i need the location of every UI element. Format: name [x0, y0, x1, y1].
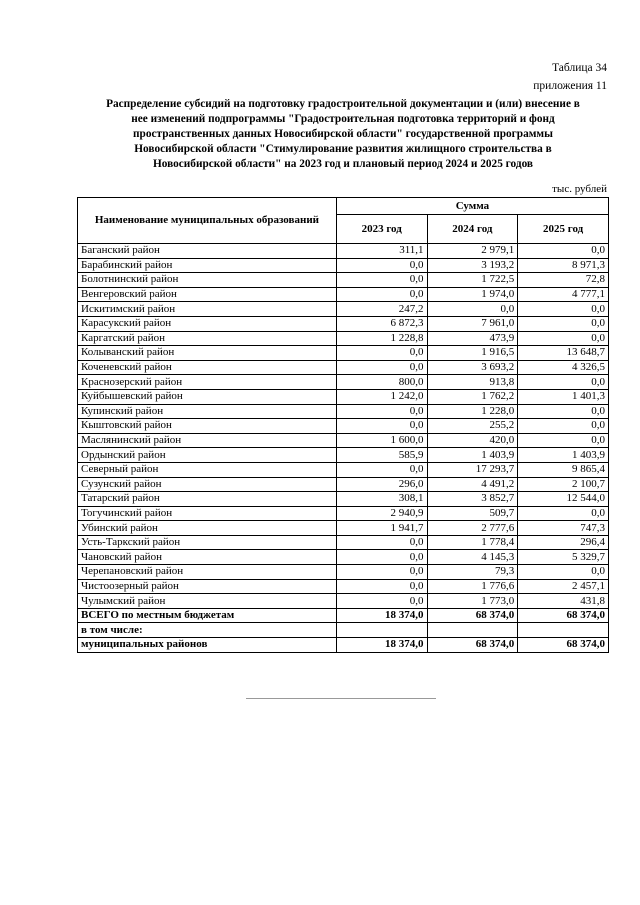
year-header-2024: 2024 год	[427, 215, 518, 244]
name-column-header: Наименование муниципальных образований	[78, 198, 337, 244]
table-cell-y2023: 800,0	[336, 375, 427, 390]
subsidy-table	[77, 197, 609, 653]
table-cell-y2025: 747,3	[518, 521, 609, 536]
table-cell-y2023: 296,0	[336, 477, 427, 492]
title-line-5: Новосибирской области" на 2023 год и плановый период 2024 и 2025 годов	[152, 158, 534, 170]
table-cell-name: Венгеровский район	[78, 287, 337, 302]
total-row	[78, 608, 609, 623]
table-cell-y2024: 420,0	[427, 433, 518, 448]
table-cell-y2024: 1 974,0	[427, 287, 518, 302]
table-cell-y2024: 913,8	[427, 375, 518, 390]
table-cell-y2023: 0,0	[336, 419, 427, 434]
unit-label: тыс. рублей	[552, 183, 607, 195]
table-cell-name: Северный район	[78, 462, 337, 477]
including-2024	[427, 623, 518, 638]
table-cell-name: Сузунский район	[78, 477, 337, 492]
table-cell-y2023: 0,0	[336, 579, 427, 594]
table-row	[78, 346, 609, 361]
total-2023: 18 374,0	[336, 608, 427, 623]
including-2025	[518, 623, 609, 638]
table-body	[78, 244, 609, 609]
table-cell-y2024: 2 979,1	[427, 244, 518, 259]
table-cell-y2024: 17 293,7	[427, 462, 518, 477]
table-number: Таблица 34	[552, 62, 607, 74]
table-cell-y2023: 0,0	[336, 287, 427, 302]
table-row	[78, 448, 609, 463]
table-cell-name: Куйбышевский район	[78, 389, 337, 404]
table-cell-y2023: 2 940,9	[336, 506, 427, 521]
table-row	[78, 419, 609, 434]
table-row	[78, 535, 609, 550]
table-cell-y2025: 4 326,5	[518, 360, 609, 375]
table-cell-name: Краснозерский район	[78, 375, 337, 390]
table-cell-y2025: 0,0	[518, 506, 609, 521]
table-cell-y2025: 0,0	[518, 316, 609, 331]
table-row	[78, 389, 609, 404]
table-cell-name: Кыштовский район	[78, 419, 337, 434]
table-row	[78, 316, 609, 331]
table-cell-y2025: 72,8	[518, 273, 609, 288]
table-cell-name: Искитимский район	[78, 302, 337, 317]
table-cell-y2023: 1 600,0	[336, 433, 427, 448]
table-cell-y2023: 0,0	[336, 360, 427, 375]
table-cell-name: Тогучинский район	[78, 506, 337, 521]
including-label: в том числе:	[78, 623, 337, 638]
table-row	[78, 287, 609, 302]
table-cell-y2023: 308,1	[336, 492, 427, 507]
table-cell-y2024: 1 776,6	[427, 579, 518, 594]
table-cell-y2024: 1 722,5	[427, 273, 518, 288]
including-2023	[336, 623, 427, 638]
table-cell-y2024: 1 773,0	[427, 594, 518, 609]
table-row	[78, 565, 609, 580]
table-cell-name: Маслянинский район	[78, 433, 337, 448]
table-cell-y2025: 0,0	[518, 404, 609, 419]
table-row	[78, 404, 609, 419]
table-cell-y2025: 2 457,1	[518, 579, 609, 594]
table-cell-name: Татарский район	[78, 492, 337, 507]
table-cell-y2024: 3 193,2	[427, 258, 518, 273]
table-row	[78, 594, 609, 609]
table-cell-y2024: 4 491,2	[427, 477, 518, 492]
title-line-3: пространственных данных Новосибирской области" государственной программы	[133, 128, 553, 140]
table-cell-y2024: 7 961,0	[427, 316, 518, 331]
table-cell-name: Черепановский район	[78, 565, 337, 580]
table-cell-y2023: 1 242,0	[336, 389, 427, 404]
table-cell-y2023: 0,0	[336, 594, 427, 609]
year-header-2025: 2025 год	[518, 215, 609, 244]
table-row	[78, 462, 609, 477]
total-2024: 68 374,0	[427, 608, 518, 623]
table-cell-y2025: 5 329,7	[518, 550, 609, 565]
year-header-2023: 2023 год	[336, 215, 427, 244]
municipal-2024: 68 374,0	[427, 638, 518, 653]
appendix-reference: приложения 11	[533, 80, 607, 92]
table-cell-y2025: 1 403,9	[518, 448, 609, 463]
table-cell-y2024: 255,2	[427, 419, 518, 434]
table-row	[78, 331, 609, 346]
table-cell-y2024: 1 916,5	[427, 346, 518, 361]
table-cell-y2025: 12 544,0	[518, 492, 609, 507]
table-cell-name: Баганский район	[78, 244, 337, 259]
table-cell-name: Убинский район	[78, 521, 337, 536]
municipal-label: муниципальных районов	[78, 638, 337, 653]
sum-column-header: Сумма	[336, 198, 608, 215]
table-cell-y2024: 1 228,0	[427, 404, 518, 419]
table-cell-name: Чулымский район	[78, 594, 337, 609]
table-row	[78, 273, 609, 288]
total-2025: 68 374,0	[518, 608, 609, 623]
municipal-2023: 18 374,0	[336, 638, 427, 653]
table-cell-y2023: 0,0	[336, 462, 427, 477]
table-cell-y2023: 1 941,7	[336, 521, 427, 536]
table-cell-y2024: 1 762,2	[427, 389, 518, 404]
table-cell-y2023: 0,0	[336, 550, 427, 565]
table-cell-y2023: 0,0	[336, 404, 427, 419]
title-line-1: Распределение субсидий на подготовку градостроительной документации и (или) внесение в	[106, 98, 580, 110]
table-cell-y2025: 9 865,4	[518, 462, 609, 477]
table-cell-y2024: 1 403,9	[427, 448, 518, 463]
table-cell-name: Карасукский район	[78, 316, 337, 331]
table-row	[78, 492, 609, 507]
table-row	[78, 244, 609, 259]
table-cell-y2025: 1 401,3	[518, 389, 609, 404]
table-cell-y2025: 0,0	[518, 331, 609, 346]
municipal-2025: 68 374,0	[518, 638, 609, 653]
table-cell-name: Ордынский район	[78, 448, 337, 463]
table-row	[78, 302, 609, 317]
table-cell-y2025: 0,0	[518, 433, 609, 448]
table-row	[78, 579, 609, 594]
table-cell-y2023: 0,0	[336, 258, 427, 273]
table-cell-name: Болотнинский район	[78, 273, 337, 288]
table-row	[78, 258, 609, 273]
table-cell-y2023: 0,0	[336, 346, 427, 361]
table-row	[78, 550, 609, 565]
title-line-2: нее изменений подпрограммы "Градостроительная подготовка территорий и фонд	[131, 113, 555, 125]
table-cell-name: Чистоозерный район	[78, 579, 337, 594]
municipal-row	[78, 638, 609, 653]
table-cell-y2023: 0,0	[336, 565, 427, 580]
table-cell-y2025: 0,0	[518, 375, 609, 390]
table-row	[78, 477, 609, 492]
table-row	[78, 506, 609, 521]
table-cell-y2024: 509,7	[427, 506, 518, 521]
table-cell-y2025: 0,0	[518, 244, 609, 259]
table-cell-y2025: 8 971,3	[518, 258, 609, 273]
table-cell-y2025: 0,0	[518, 302, 609, 317]
table-cell-name: Купинский район	[78, 404, 337, 419]
table-cell-name: Колыванский район	[78, 346, 337, 361]
total-label: ВСЕГО по местным бюджетам	[78, 608, 337, 623]
table-cell-y2024: 3 852,7	[427, 492, 518, 507]
table-cell-y2025: 0,0	[518, 419, 609, 434]
table-cell-y2023: 1 228,8	[336, 331, 427, 346]
table-cell-y2023: 585,9	[336, 448, 427, 463]
table-cell-y2023: 247,2	[336, 302, 427, 317]
table-cell-y2023: 6 872,3	[336, 316, 427, 331]
footer-divider	[246, 698, 436, 699]
table-cell-name: Каргатский район	[78, 331, 337, 346]
table-cell-y2024: 79,3	[427, 565, 518, 580]
table-cell-y2024: 1 778,4	[427, 535, 518, 550]
table-cell-y2024: 2 777,6	[427, 521, 518, 536]
table-cell-y2025: 4 777,1	[518, 287, 609, 302]
document-title	[78, 97, 608, 172]
table-cell-y2024: 473,9	[427, 331, 518, 346]
table-cell-y2023: 311,1	[336, 244, 427, 259]
table-cell-name: Усть-Таркский район	[78, 535, 337, 550]
table-row	[78, 375, 609, 390]
table-cell-y2024: 3 693,2	[427, 360, 518, 375]
table-cell-name: Чановский район	[78, 550, 337, 565]
table-cell-y2023: 0,0	[336, 273, 427, 288]
table-cell-y2025: 2 100,7	[518, 477, 609, 492]
table-cell-y2025: 13 648,7	[518, 346, 609, 361]
table-cell-y2025: 296,4	[518, 535, 609, 550]
table-cell-y2025: 0,0	[518, 565, 609, 580]
table-row	[78, 360, 609, 375]
table-row	[78, 433, 609, 448]
including-row	[78, 623, 609, 638]
table-cell-y2025: 431,8	[518, 594, 609, 609]
table-cell-name: Коченевский район	[78, 360, 337, 375]
table-cell-y2023: 0,0	[336, 535, 427, 550]
title-line-4: Новосибирской области "Стимулирование развития жилищного строительства в	[134, 143, 552, 155]
table-cell-y2024: 4 145,3	[427, 550, 518, 565]
table-row	[78, 521, 609, 536]
table-cell-y2024: 0,0	[427, 302, 518, 317]
table-cell-name: Барабинский район	[78, 258, 337, 273]
